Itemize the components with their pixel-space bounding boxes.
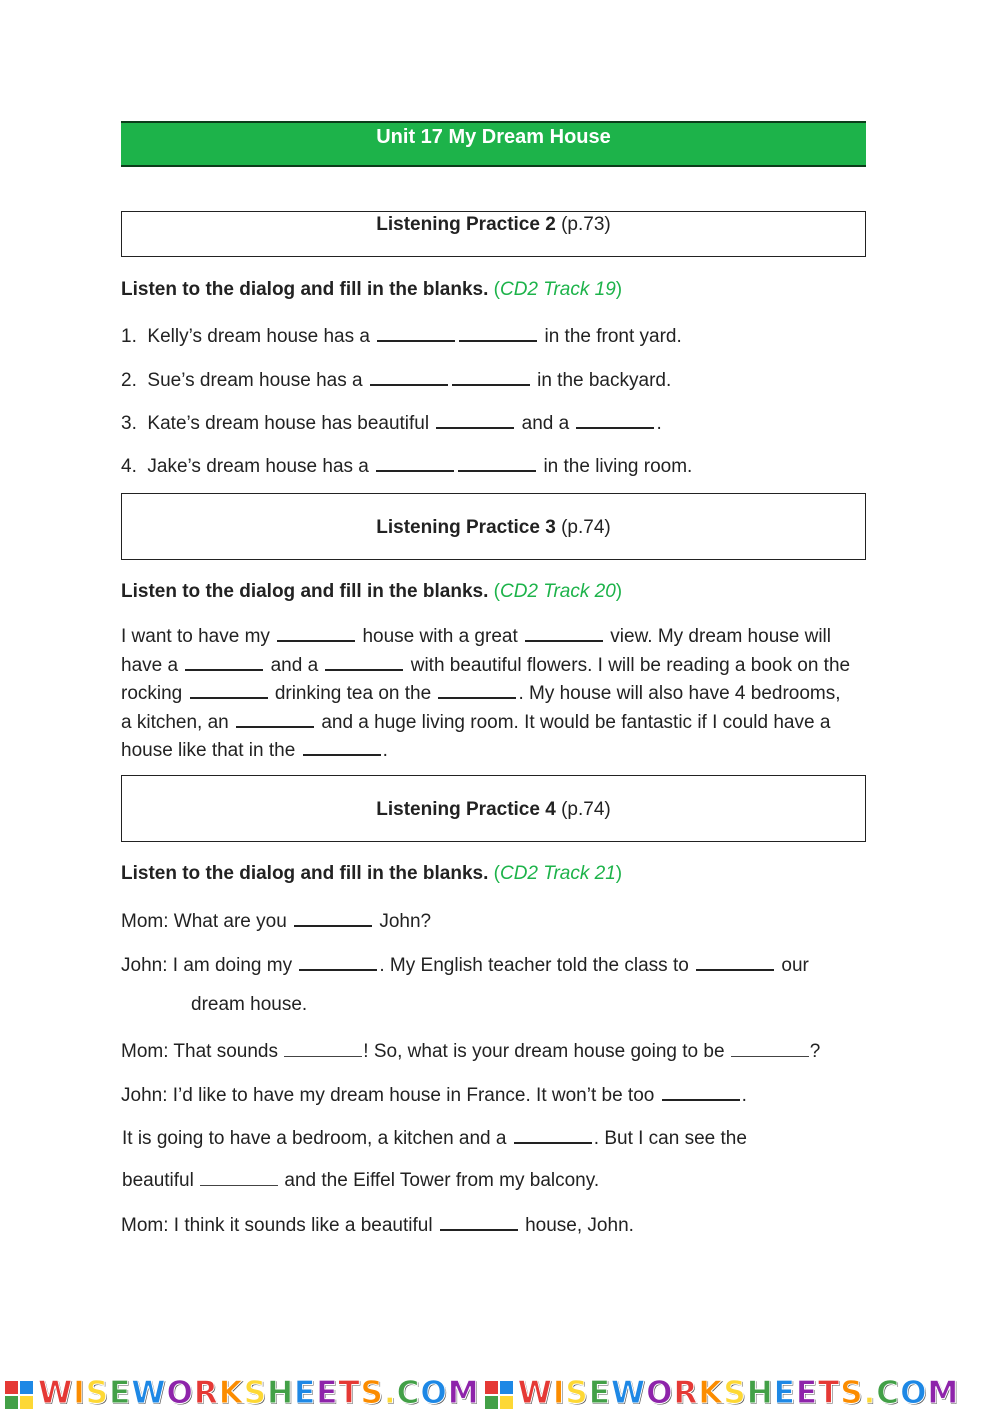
paragraph-text: have a — [121, 654, 179, 676]
blank-field[interactable] — [190, 679, 268, 699]
dialog-line — [121, 1038, 820, 1063]
brand-letter: W — [131, 1375, 167, 1411]
dialog-line — [121, 1081, 747, 1107]
brand-letter: E — [795, 1375, 819, 1411]
dialog-line — [122, 1124, 747, 1150]
question-3 — [121, 409, 662, 435]
dialog-text: John: I am doing my — [121, 955, 293, 976]
paragraph-text: and a huge living room. It would be fantastic if I could have a — [321, 711, 831, 733]
blank-field[interactable] — [731, 1038, 809, 1057]
dialog-line — [121, 907, 431, 933]
blank-field[interactable] — [325, 651, 403, 671]
dialog-text: ? — [809, 1041, 821, 1062]
practice-2-header — [121, 211, 866, 257]
question-number: 2. — [121, 370, 137, 391]
brand-letter: O — [646, 1375, 674, 1411]
brand-text — [518, 1375, 960, 1411]
paragraph-text: view. My dream house will — [610, 626, 831, 647]
dialog-text: and the Eiffel Tower from my balcony. — [284, 1170, 600, 1191]
practice-2-instruction: Listen to the dialog and fill in the blanks. (CD2 Track 19) — [121, 279, 623, 300]
blank-field[interactable] — [458, 452, 536, 472]
dialog-text: Mom: What are you — [121, 911, 287, 932]
dialog-text: dream house. — [191, 994, 308, 1015]
brand-letter: S — [723, 1375, 747, 1411]
brand-letter: S — [840, 1375, 864, 1411]
paragraph-text: I want to have my — [121, 626, 270, 647]
instruction-text: Listen to the dialog and fill in the blanks. — [121, 279, 489, 300]
brand-letter: E — [109, 1375, 132, 1411]
wise-logo-icon — [4, 1380, 34, 1410]
paragraph-text: house with a great — [362, 626, 518, 647]
practice-2-heading: Listening Practice 2 — [376, 214, 556, 235]
brand-letter: S — [243, 1375, 268, 1411]
brand-letter: T — [338, 1375, 361, 1411]
dialog-line — [191, 994, 307, 1016]
track-label: CD2 Track 19 — [499, 279, 616, 300]
question-number: 4. — [121, 456, 137, 477]
brand-letter: R — [193, 1375, 219, 1411]
practice-3-heading: Listening Practice 3 — [376, 517, 556, 538]
instruction-text: Listen to the dialog and fill in the blanks. — [121, 581, 489, 602]
question-text: . — [656, 413, 662, 434]
blank-field[interactable] — [294, 907, 372, 927]
paragraph-line — [121, 679, 881, 708]
paragraph-text: . My house will also have 4 bedrooms, — [518, 683, 841, 704]
practice-4-header — [121, 775, 866, 842]
paragraph-text: house like that in the — [121, 740, 296, 761]
question-1 — [121, 322, 682, 348]
practice-3-instruction: Listen to the dialog and fill in the blanks. (CD2 Track 20) — [121, 581, 623, 602]
blank-field[interactable] — [185, 651, 263, 671]
practice-2-page: (p.73) — [561, 214, 611, 235]
track-label: CD2 Track 21 — [499, 863, 616, 884]
brand-letter: . — [863, 1375, 877, 1411]
blank-field[interactable] — [696, 951, 774, 971]
brand-letter: H — [746, 1375, 774, 1411]
dialog-line — [121, 1211, 634, 1237]
question-number: 3. — [121, 413, 137, 434]
brand-letter: O — [420, 1375, 448, 1411]
brand-letter: I — [552, 1375, 566, 1411]
practice-3-header — [121, 493, 866, 560]
question-text: in the backyard. — [537, 370, 672, 391]
paragraph-text: a kitchen, an — [121, 711, 229, 733]
practice-3-page: (p.74) — [561, 517, 611, 538]
brand-letter: W — [38, 1375, 74, 1411]
paragraph-line — [121, 651, 881, 680]
question-text: in the living room. — [543, 456, 693, 477]
dialog-line — [122, 1167, 599, 1192]
dialog-text: . My English teacher told the class to — [379, 955, 689, 976]
brand-letter: E — [294, 1375, 317, 1411]
brand-letter: E — [773, 1375, 796, 1411]
brand-letter: K — [698, 1375, 724, 1411]
wise-logo-icon — [484, 1380, 514, 1410]
brand-letter: M — [927, 1375, 960, 1411]
brand-letter: W — [517, 1375, 553, 1411]
dialog-text: . — [741, 1085, 747, 1106]
blank-field[interactable] — [299, 951, 377, 971]
blank-field[interactable] — [459, 322, 537, 342]
dialog-text: Mom: That sounds — [121, 1041, 279, 1062]
paragraph-line — [121, 622, 881, 651]
blank-field[interactable] — [303, 736, 381, 756]
brand-text — [38, 1375, 480, 1411]
blank-field[interactable] — [370, 366, 448, 386]
brand-letter: E — [316, 1375, 339, 1411]
paragraph-line — [121, 736, 881, 765]
blank-field[interactable] — [200, 1167, 278, 1186]
brand-letter: H — [267, 1375, 295, 1411]
dialog-text: Mom: I think it sounds like a beautiful — [121, 1215, 433, 1236]
paragraph-text: . — [382, 740, 388, 761]
paragraph-text: with beautiful flowers. I will be reading a book on the — [410, 654, 851, 676]
dialog-text: . But I can see the — [593, 1128, 747, 1149]
blank-field[interactable] — [438, 679, 516, 699]
brand-letter: R — [673, 1375, 699, 1411]
brand-letter: E — [588, 1375, 611, 1411]
brand-letter: I — [73, 1375, 86, 1411]
blank-field[interactable] — [440, 1211, 518, 1231]
question-number: 1. — [121, 326, 137, 347]
brand-letter: O — [166, 1375, 194, 1411]
brand-letter: S — [565, 1375, 589, 1411]
track-label: CD2 Track 20 — [499, 581, 616, 602]
dialog-text: John? — [379, 911, 432, 932]
blank-field[interactable] — [436, 409, 514, 429]
brand-letter: M — [447, 1375, 480, 1411]
paragraph-line — [121, 708, 881, 737]
blank-field[interactable] — [284, 1038, 362, 1057]
brand-letter: . — [383, 1375, 397, 1411]
brand-letter: K — [218, 1375, 244, 1411]
brand-letter: T — [818, 1375, 841, 1411]
dialog-text: house, John. — [525, 1215, 634, 1236]
question-text: Kelly’s dream house has a — [147, 326, 370, 347]
paragraph-text: and a — [270, 654, 319, 676]
dialog-text: ! So, what is your dream house going to be — [363, 1041, 725, 1062]
question-text: Kate’s dream house has beautiful — [147, 413, 430, 434]
paragraph-text: rocking — [121, 683, 183, 704]
title-bar — [121, 121, 866, 167]
dialog-text: beautiful — [122, 1170, 194, 1191]
question-2 — [121, 366, 671, 392]
question-4 — [121, 452, 692, 478]
dialog-text: John: I’d like to have my dream house in France. It won’t be too — [121, 1085, 655, 1106]
blank-field[interactable] — [277, 622, 355, 642]
question-text: Sue’s dream house has a — [147, 370, 363, 391]
practice-3-paragraph — [121, 622, 881, 765]
blank-field[interactable] — [236, 708, 314, 728]
practice-4-page: (p.74) — [561, 799, 611, 820]
brand-letter: O — [900, 1375, 928, 1411]
footer-watermark — [0, 1375, 1000, 1413]
blank-field[interactable] — [452, 366, 530, 386]
blank-field[interactable] — [662, 1081, 740, 1101]
paragraph-text: drinking tea on the — [274, 683, 432, 704]
brand-letter: C — [396, 1375, 421, 1411]
dialog-text: It is going to have a bedroom, a kitchen and a — [122, 1128, 507, 1149]
blank-field[interactable] — [525, 622, 603, 642]
practice-4-instruction: Listen to the dialog and fill in the blanks. (CD2 Track 21) — [121, 863, 623, 884]
question-text: in the front yard. — [544, 326, 682, 347]
dialog-line — [121, 951, 809, 977]
practice-4-heading: Listening Practice 4 — [376, 799, 556, 820]
dialog-text: our — [781, 955, 809, 976]
blank-field[interactable] — [376, 452, 454, 472]
question-text: Jake’s dream house has a — [147, 456, 369, 477]
page-title: Unit 17 My Dream House — [376, 126, 611, 148]
brand-letter: W — [610, 1375, 647, 1411]
blank-field[interactable] — [576, 409, 654, 429]
blank-field[interactable] — [514, 1124, 592, 1144]
brand-letter: C — [876, 1375, 901, 1411]
question-text: and a — [521, 413, 570, 434]
brand-letter: S — [85, 1375, 110, 1411]
instruction-text: Listen to the dialog and fill in the blanks. — [121, 863, 489, 884]
blank-field[interactable] — [377, 322, 455, 342]
brand-letter: S — [360, 1375, 384, 1411]
